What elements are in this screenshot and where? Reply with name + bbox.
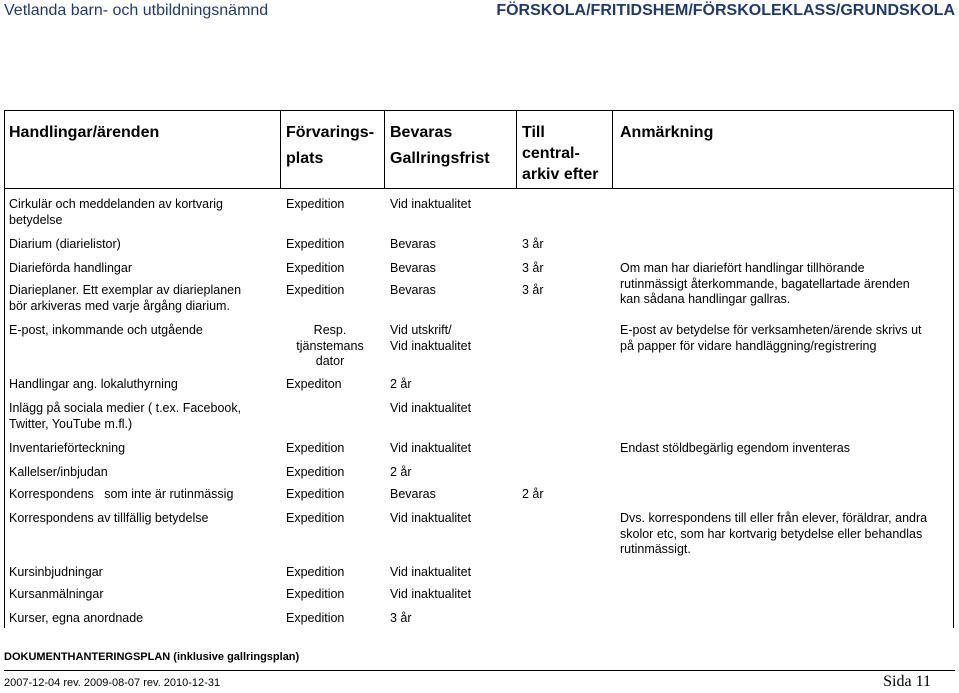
table-cell-c1: Handlingar ang. lokaluthyrning xyxy=(9,377,178,391)
table-cell-c1: Kursanmälningar xyxy=(9,587,104,601)
table-cell-c1: Diarieförda handlingar xyxy=(9,261,132,275)
revision-dates: 2007-12-04 rev. 2009-08-07 rev. 2010-12-31 xyxy=(4,677,221,689)
table-cell-c3: Vid inaktualitet xyxy=(390,401,472,415)
table-cell-c5: rutinmässigt återkommande, bagatellartade ärenden xyxy=(620,276,910,291)
table-cell-c1: Kurser, egna anordnade xyxy=(9,611,144,625)
table-cell-c2: tjänstemans xyxy=(296,338,364,353)
table-cell-c3: 3 år xyxy=(390,611,412,625)
header-forvaringsplats-2: plats xyxy=(286,150,324,167)
table-cell-c5: Endast stöldbegärlig egendom inventeras xyxy=(620,441,851,455)
table-cell-c1: Twitter, YouTube m.fl.) xyxy=(9,416,133,431)
table-cell-c1: Diarieplaner. Ett exemplar av diarieplanen xyxy=(9,283,242,297)
column-divider xyxy=(384,111,385,188)
table-cell-c3: Vid inaktualitet xyxy=(390,197,472,211)
table-cell-c4: 2 år xyxy=(522,487,544,501)
table-cell-c1: bör arkiveras med varje årgång diarium. xyxy=(9,298,230,313)
table-cell-c1: Kallelser/inbjudan xyxy=(9,465,108,479)
table-cell-c5: E-post av betydelse för verksamheten/ärende skrivs ut xyxy=(620,323,922,337)
table-cell-c2: Expedition xyxy=(286,511,345,525)
table-cell-c1: E-post, inkommande och utgående xyxy=(9,323,203,337)
header-handlingar: Handlingar/ärenden xyxy=(9,124,160,141)
table-cell-c2: Expedition xyxy=(286,611,345,625)
table-cell-c1: Cirkulär och meddelanden av kortvarig xyxy=(9,197,223,211)
table-cell-c2: dator xyxy=(315,354,345,368)
table-cell-c1: Korrespondens som inte är rutinmässig xyxy=(9,487,234,501)
table-cell-c2: Expedition xyxy=(286,237,345,251)
table-cell-c4: 3 år xyxy=(522,261,544,275)
table-cell-c4: 3 år xyxy=(522,283,544,297)
table-cell-c2: Expedition xyxy=(286,261,345,275)
table-cell-c2: Expedition xyxy=(286,565,345,579)
header-central: central- xyxy=(522,145,580,162)
table-cell-c4: 3 år xyxy=(522,237,544,251)
table-cell-c3: Vid inaktualitet xyxy=(390,441,472,455)
table-cell-c2: Expedition xyxy=(286,487,345,501)
column-divider xyxy=(280,111,281,188)
table-cell-c5: rutinmässigt. xyxy=(620,542,691,556)
table-cell-c3: 2 år xyxy=(390,465,412,479)
table-cell-c2: Expedition xyxy=(286,465,345,479)
table-cell-c2: Resp. xyxy=(313,323,347,337)
table-cell-c5: kan sådana handlingar gallras. xyxy=(620,292,791,306)
table-cell-c3: Bevaras xyxy=(390,261,436,275)
table-cell-c2: Expedition xyxy=(286,587,345,601)
table-cell-c1: Diarium (diarielistor) xyxy=(9,237,121,251)
header-divider xyxy=(5,188,953,189)
table-cell-c1: Inventarieförteckning xyxy=(9,441,126,455)
table-cell-c2: Expediton xyxy=(286,377,342,391)
page-number: Sida 11 xyxy=(883,673,931,690)
footer-divider xyxy=(4,670,955,671)
table-cell-c5: på papper för vidare handläggning/registrering xyxy=(620,338,877,353)
header-gallringsfrist: Gallringsfrist xyxy=(390,150,490,167)
table-cell-c1: betydelse xyxy=(9,212,63,227)
table-cell-c5: skolor etc, som har kortvarig betydelse eller behandlas xyxy=(620,526,923,541)
table-cell-c3: Bevaras xyxy=(390,283,436,297)
table-cell-c5: Om man har diariefört handlingar tillhörande xyxy=(620,261,865,275)
table-cell-c3: Bevaras xyxy=(390,487,436,501)
document-category: FÖRSKOLA/FRITIDSHEM/FÖRSKOLEKLASS/GRUNDSKOLA xyxy=(496,2,955,19)
header-forvaringsplats-1: Förvarings- xyxy=(286,124,375,141)
organization-name: Vetlanda barn- och utbildningsnämnd xyxy=(4,2,269,19)
column-divider xyxy=(516,111,517,188)
table-cell-c2: Expedition xyxy=(286,197,345,211)
header-bevaras: Bevaras xyxy=(390,124,453,141)
table-cell-c3: Bevaras xyxy=(390,237,436,251)
table-cell-c3: Vid inaktualitet xyxy=(390,338,472,353)
table-cell-c1: Inlägg på sociala medier ( t.ex. Facebook, xyxy=(9,401,242,415)
table-cell-c2: Expedition xyxy=(286,441,345,455)
footer-title: DOKUMENTHANTERINGSPLAN (inklusive gallringsplan) xyxy=(4,651,300,663)
table-cell-c5: Dvs. korrespondens till eller från elever, föräldrar, andra xyxy=(620,511,928,525)
table-cell-c3: Vid utskrift/ xyxy=(390,323,452,337)
column-divider xyxy=(612,111,613,188)
table-cell-c2: Expedition xyxy=(286,283,345,297)
table-cell-c3: Vid inaktualitet xyxy=(390,511,472,525)
header-anmarkning: Anmärkning xyxy=(620,124,714,141)
header-arkiv-efter: arkiv efter xyxy=(522,166,599,183)
table-cell-c1: Kursinbjudningar xyxy=(9,565,103,579)
table-cell-c3: Vid inaktualitet xyxy=(390,587,472,601)
table-cell-c1: Korrespondens av tillfällig betydelse xyxy=(9,511,209,525)
table-cell-c3: 2 år xyxy=(390,377,412,391)
records-table xyxy=(4,110,954,628)
table-cell-c3: Vid inaktualitet xyxy=(390,565,472,579)
header-till: Till xyxy=(522,124,545,141)
